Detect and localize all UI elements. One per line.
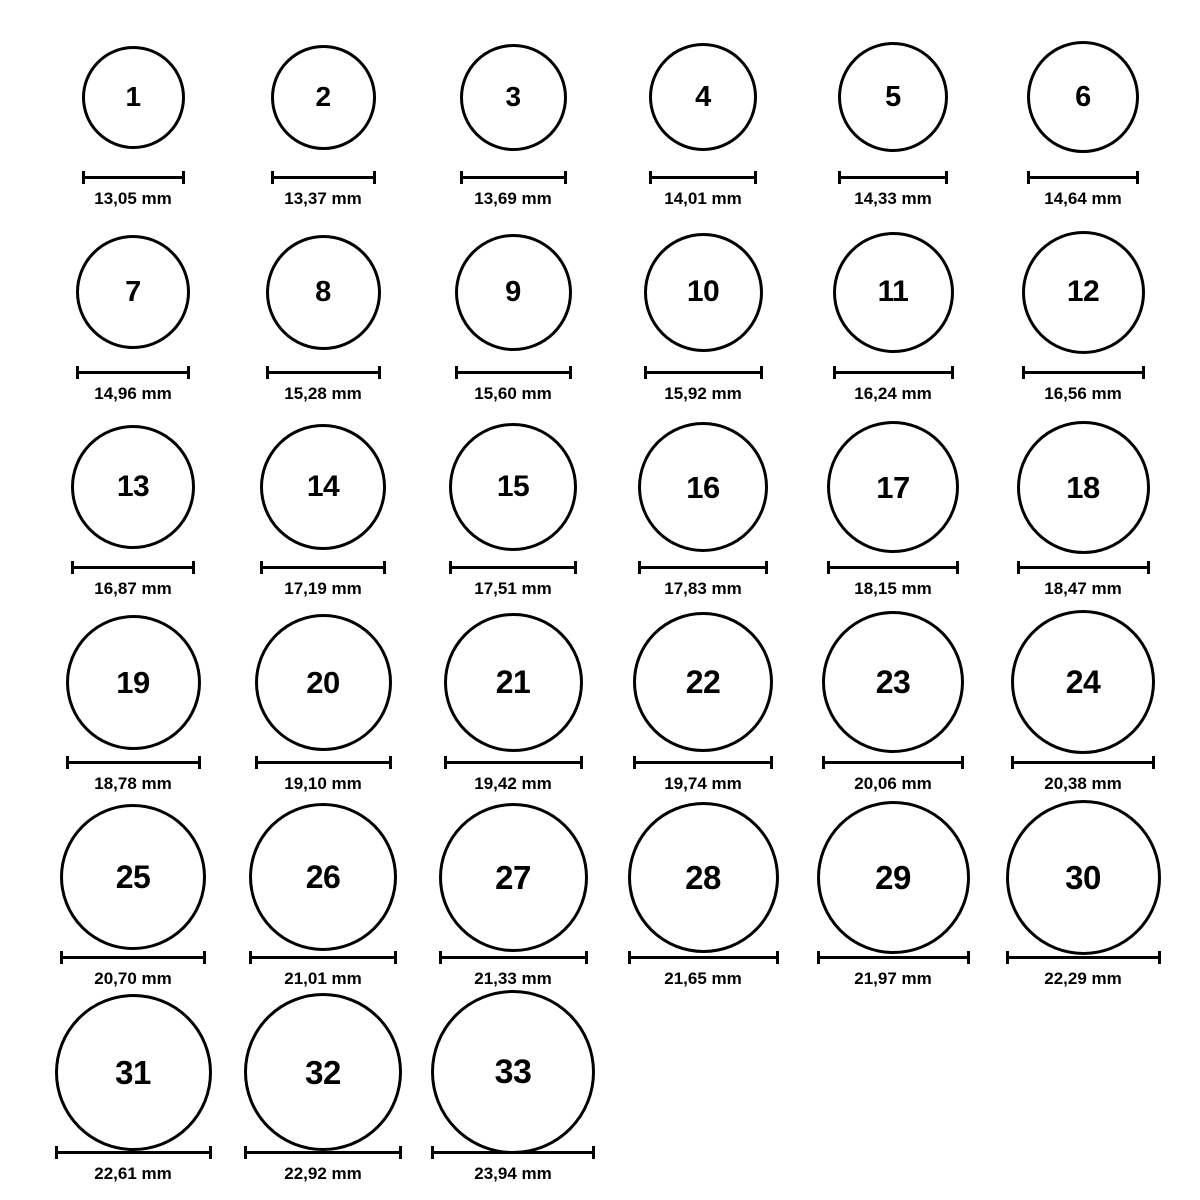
diameter-label: 16,56 mm [1044, 384, 1122, 403]
caliper-bar [838, 176, 948, 179]
diameter-label: 13,05 mm [94, 189, 172, 208]
ring-size-cell [988, 221, 1178, 416]
diameter-label: 14,33 mm [854, 189, 932, 208]
caliper-bar [1011, 761, 1155, 764]
ring-circle [833, 232, 954, 353]
ring-circle [644, 233, 763, 352]
ring-size-cell [38, 416, 228, 611]
caliper-bar [649, 176, 757, 179]
diameter-caliper [460, 170, 567, 184]
ring-size-cell [798, 26, 988, 221]
ring-size-number: 17 [876, 469, 910, 505]
caliper-bar [449, 566, 577, 569]
ring-circle [444, 613, 583, 752]
ring-size-cell [38, 221, 228, 416]
ring-circle-wrap [798, 221, 988, 363]
ring-circle [1027, 41, 1139, 153]
ring-circle-wrap [228, 416, 418, 558]
ring-size-cell [38, 1001, 228, 1196]
diameter-label: 15,28 mm [284, 384, 362, 403]
ring-circle-wrap [38, 26, 228, 168]
ring-circle-wrap [228, 1001, 418, 1143]
ring-size-grid [38, 26, 1170, 1196]
diameter-label: 19,42 mm [474, 774, 552, 793]
caliper-bar [633, 761, 773, 764]
diameter-caliper [817, 950, 970, 964]
ring-size-number: 33 [494, 1053, 532, 1091]
ring-size-cell [418, 221, 608, 416]
ring-circle [460, 44, 567, 151]
diameter-label: 20,06 mm [854, 774, 932, 793]
ring-circle-wrap [418, 26, 608, 168]
caliper-bar [260, 566, 386, 569]
ring-size-number: 3 [505, 81, 521, 112]
diameter-caliper [833, 365, 954, 379]
caliper-bar [628, 956, 779, 959]
ring-circle-wrap [418, 611, 608, 753]
ring-size-number: 7 [125, 275, 141, 308]
ring-circle [60, 804, 206, 950]
caliper-bar [817, 956, 970, 959]
ring-size-cell [418, 416, 608, 611]
diameter-caliper [638, 560, 768, 574]
ring-size-number: 21 [495, 664, 531, 700]
ring-circle-wrap [798, 26, 988, 168]
ring-size-number: 29 [875, 858, 911, 896]
ring-size-number: 13 [116, 470, 150, 503]
ring-size-cell [608, 806, 798, 1001]
ring-circle [628, 802, 779, 953]
diameter-label: 15,92 mm [664, 384, 742, 403]
diameter-label: 20,38 mm [1044, 774, 1122, 793]
ring-size-number: 24 [1065, 664, 1101, 700]
ring-size-cell [798, 221, 988, 416]
ring-circle-wrap [418, 806, 608, 948]
ring-size-cell [988, 611, 1178, 806]
ring-size-number: 28 [685, 858, 721, 896]
diameter-caliper [260, 560, 386, 574]
diameter-caliper [628, 950, 779, 964]
ring-circle-wrap [418, 416, 608, 558]
ring-size-number: 11 [877, 275, 909, 308]
ring-circle-wrap [988, 221, 1178, 363]
caliper-bar [266, 371, 381, 374]
ring-circle-wrap [608, 26, 798, 168]
diameter-caliper [66, 755, 201, 769]
ring-size-number: 1 [125, 81, 141, 112]
diameter-label: 23,94 mm [474, 1164, 552, 1183]
diameter-caliper [644, 365, 763, 379]
diameter-label: 15,60 mm [474, 384, 552, 403]
ring-circle-wrap [228, 221, 418, 363]
ring-circle [633, 612, 773, 752]
diameter-caliper [1022, 365, 1145, 379]
ring-size-number: 9 [505, 275, 521, 308]
ring-circle [1011, 610, 1155, 754]
caliper-bar [1022, 371, 1145, 374]
ring-size-cell [608, 26, 798, 221]
ring-size-number: 18 [1066, 469, 1100, 505]
caliper-bar [271, 176, 376, 179]
ring-circle [455, 234, 572, 351]
ring-size-cell [38, 611, 228, 806]
ring-size-cell [418, 611, 608, 806]
ring-size-number: 23 [875, 664, 911, 700]
diameter-label: 18,78 mm [94, 774, 172, 793]
diameter-caliper [255, 755, 392, 769]
ring-size-cell [798, 806, 988, 1001]
diameter-label: 20,70 mm [94, 969, 172, 988]
ring-circle [649, 43, 757, 151]
caliper-bar [71, 566, 195, 569]
ring-circle [55, 994, 212, 1151]
ring-size-number: 10 [686, 275, 720, 308]
diameter-caliper [1011, 755, 1155, 769]
diameter-label: 18,15 mm [854, 579, 932, 598]
diameter-label: 14,01 mm [664, 189, 742, 208]
ring-size-number: 31 [115, 1053, 151, 1091]
ring-size-number: 15 [496, 470, 530, 503]
ring-circle-wrap [228, 806, 418, 948]
diameter-label: 19,10 mm [284, 774, 362, 793]
diameter-label: 16,87 mm [94, 579, 172, 598]
caliper-bar [60, 956, 206, 959]
ring-circle-wrap [608, 806, 798, 948]
ring-size-cell [418, 806, 608, 1001]
ring-circle [827, 421, 959, 553]
ring-circle-wrap [988, 611, 1178, 753]
caliper-bar [455, 371, 572, 374]
ring-size-number: 32 [305, 1053, 341, 1091]
ring-size-cell [38, 806, 228, 1001]
ring-size-number: 19 [116, 664, 150, 700]
diameter-caliper [1027, 170, 1139, 184]
ring-circle [1017, 421, 1150, 554]
ring-size-cell [988, 806, 1178, 1001]
diameter-caliper [439, 950, 588, 964]
ring-circle-wrap [228, 26, 418, 168]
diameter-caliper [266, 365, 381, 379]
ring-circle [255, 614, 392, 751]
caliper-bar [431, 1151, 595, 1154]
caliper-bar [439, 956, 588, 959]
ring-circle [822, 611, 964, 753]
ring-circle-wrap [798, 806, 988, 948]
caliper-bar [827, 566, 959, 569]
ring-size-cell [608, 416, 798, 611]
ring-circle-wrap [608, 416, 798, 558]
ring-circle-wrap [38, 806, 228, 948]
ring-circle [76, 235, 190, 349]
ring-size-cell [418, 1001, 608, 1196]
diameter-caliper [649, 170, 757, 184]
caliper-bar [55, 1151, 212, 1154]
ring-circle [817, 801, 970, 954]
ring-size-cell [38, 26, 228, 221]
ring-circle [838, 42, 948, 152]
ring-size-number: 20 [306, 664, 340, 700]
ring-size-number: 2 [315, 81, 331, 112]
ring-circle-wrap [608, 221, 798, 363]
caliper-bar [244, 1151, 402, 1154]
ring-circle-wrap [228, 611, 418, 753]
diameter-caliper [633, 755, 773, 769]
ring-size-number: 30 [1065, 858, 1101, 896]
ring-circle [244, 993, 402, 1151]
ring-circle-wrap [38, 221, 228, 363]
ring-size-number: 8 [315, 275, 331, 308]
diameter-caliper [838, 170, 948, 184]
ring-size-cell [798, 611, 988, 806]
ring-circle-wrap [988, 26, 1178, 168]
ring-size-number: 22 [685, 664, 721, 700]
diameter-label: 13,69 mm [474, 189, 552, 208]
ring-size-cell [228, 806, 418, 1001]
ring-circle [82, 46, 185, 149]
caliper-bar [460, 176, 567, 179]
ring-size-number: 14 [306, 470, 340, 503]
ring-size-number: 27 [495, 858, 531, 896]
ring-circle [449, 423, 577, 551]
caliper-bar [249, 956, 397, 959]
ring-circle-wrap [798, 611, 988, 753]
ring-size-cell [988, 416, 1178, 611]
ring-size-cell [418, 26, 608, 221]
caliper-bar [66, 761, 201, 764]
ring-circle [439, 803, 588, 952]
diameter-caliper [249, 950, 397, 964]
ring-circle-wrap [38, 611, 228, 753]
diameter-caliper [449, 560, 577, 574]
ring-circle-wrap [608, 611, 798, 753]
diameter-label: 22,29 mm [1044, 969, 1122, 988]
diameter-label: 21,33 mm [474, 969, 552, 988]
ring-size-number: 4 [695, 80, 711, 113]
diameter-label: 22,61 mm [94, 1164, 172, 1183]
caliper-bar [1017, 566, 1150, 569]
ring-size-number: 5 [885, 80, 901, 113]
ring-size-number: 12 [1066, 275, 1100, 308]
ring-circle [1022, 231, 1145, 354]
diameter-label: 17,51 mm [474, 579, 552, 598]
diameter-caliper [431, 1145, 595, 1159]
diameter-caliper [271, 170, 376, 184]
diameter-label: 21,97 mm [854, 969, 932, 988]
caliper-bar [255, 761, 392, 764]
ring-circle [266, 235, 381, 350]
ring-circle [271, 45, 376, 150]
diameter-caliper [76, 365, 190, 379]
caliper-bar [638, 566, 768, 569]
ring-circle [249, 803, 397, 951]
ring-size-number: 6 [1075, 80, 1091, 113]
ring-size-cell [228, 26, 418, 221]
diameter-caliper [244, 1145, 402, 1159]
ring-circle-wrap [38, 416, 228, 558]
diameter-label: 16,24 mm [854, 384, 932, 403]
caliper-bar [444, 761, 583, 764]
ring-size-cell [228, 1001, 418, 1196]
diameter-caliper [1006, 950, 1161, 964]
ring-size-number: 25 [115, 859, 151, 895]
ring-circle [431, 990, 595, 1154]
caliper-bar [82, 176, 185, 179]
ring-circle [638, 422, 768, 552]
ring-circle [66, 615, 201, 750]
diameter-caliper [827, 560, 959, 574]
caliper-bar [822, 761, 964, 764]
ring-circle-wrap [988, 416, 1178, 558]
ring-size-cell [798, 416, 988, 611]
ring-circle-wrap [798, 416, 988, 558]
diameter-label: 17,19 mm [284, 579, 362, 598]
diameter-label: 19,74 mm [664, 774, 742, 793]
caliper-bar [1006, 956, 1161, 959]
ring-circle-wrap [418, 221, 608, 363]
diameter-label: 21,01 mm [284, 969, 362, 988]
ring-size-cell [228, 221, 418, 416]
caliper-bar [76, 371, 190, 374]
diameter-label: 21,65 mm [664, 969, 742, 988]
diameter-caliper [60, 950, 206, 964]
ring-circle [1006, 800, 1161, 955]
ring-circle-wrap [418, 1001, 608, 1143]
ring-circle-wrap [988, 806, 1178, 948]
ring-size-cell [228, 611, 418, 806]
caliper-bar [833, 371, 954, 374]
diameter-label: 13,37 mm [284, 189, 362, 208]
diameter-label: 18,47 mm [1044, 579, 1122, 598]
diameter-label: 22,92 mm [284, 1164, 362, 1183]
diameter-label: 17,83 mm [664, 579, 742, 598]
diameter-caliper [444, 755, 583, 769]
ring-circle-wrap [38, 1001, 228, 1143]
ring-circle [260, 424, 386, 550]
ring-circle [71, 425, 195, 549]
diameter-label: 14,96 mm [94, 384, 172, 403]
diameter-caliper [82, 170, 185, 184]
diameter-caliper [455, 365, 572, 379]
ring-size-number: 16 [686, 469, 720, 505]
diameter-caliper [822, 755, 964, 769]
ring-size-cell [608, 611, 798, 806]
ring-size-cell [608, 221, 798, 416]
ring-size-number: 26 [305, 859, 341, 895]
diameter-caliper [71, 560, 195, 574]
diameter-caliper [55, 1145, 212, 1159]
caliper-bar [1027, 176, 1139, 179]
ring-size-cell [988, 26, 1178, 221]
caliper-bar [644, 371, 763, 374]
diameter-caliper [1017, 560, 1150, 574]
ring-size-cell [228, 416, 418, 611]
diameter-label: 14,64 mm [1044, 189, 1122, 208]
